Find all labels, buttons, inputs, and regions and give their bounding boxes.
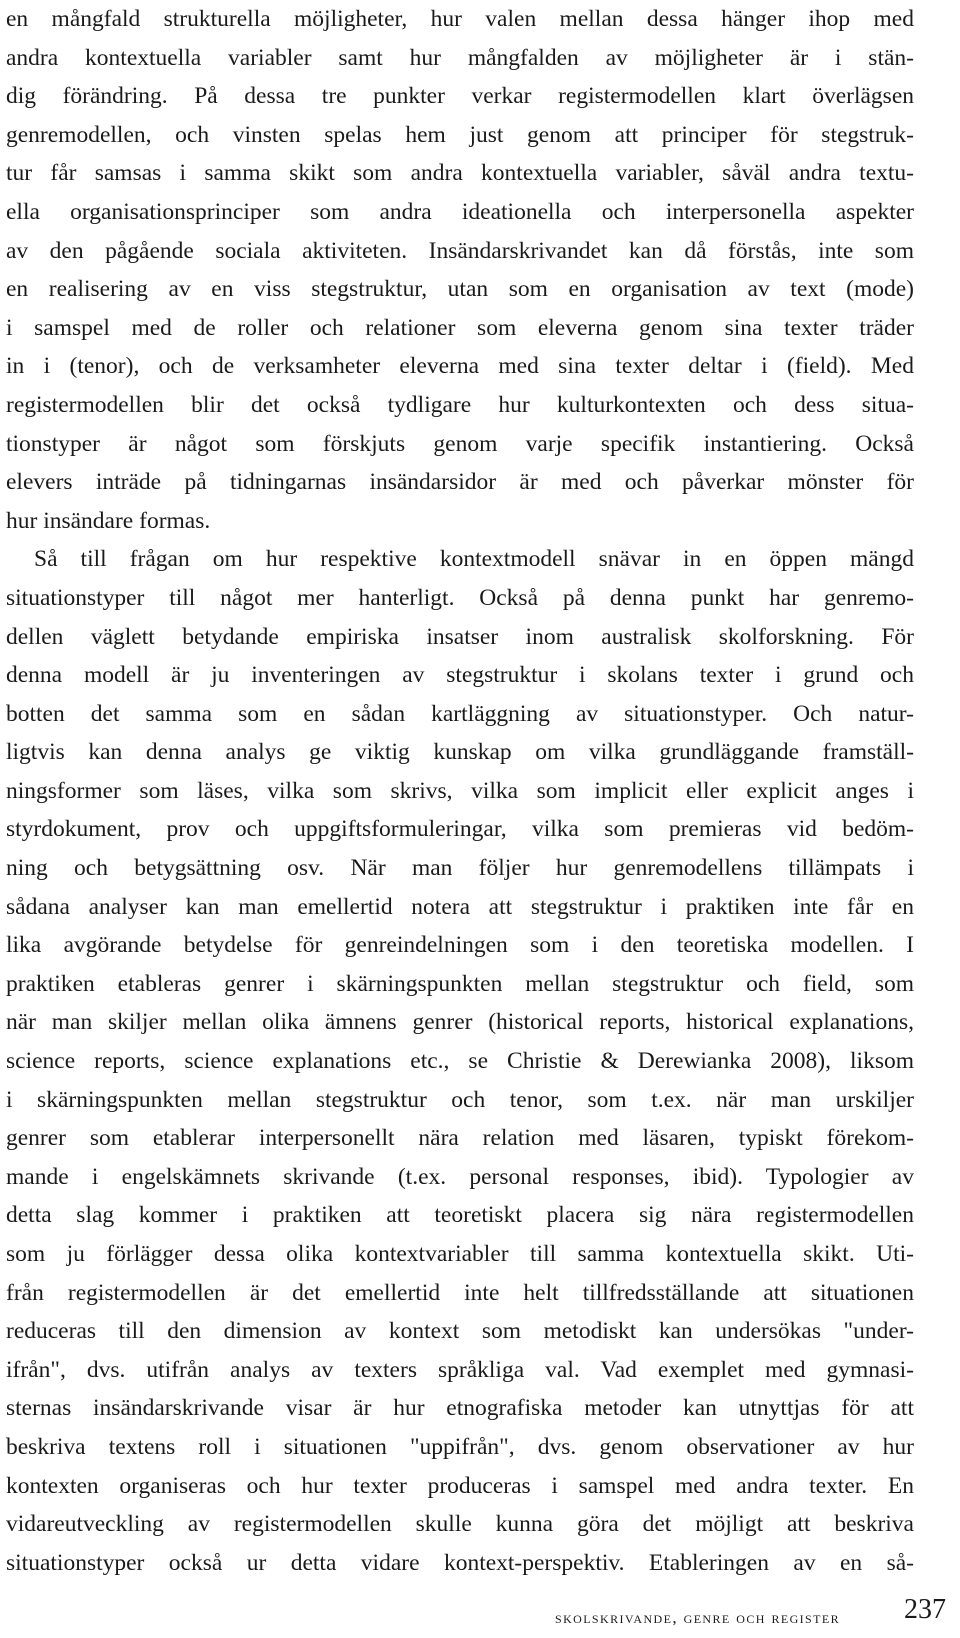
text-line: styrdokument, prov och uppgiftsformuleringar, vilka som premieras vid bedöm-: [6, 816, 914, 843]
page-number: 237: [904, 1594, 946, 1625]
text-line: en realisering av en viss stegstruktur, utan som en organisation av text (mode): [6, 276, 914, 303]
text-line: ning och betygsättning osv. När man följer hur genremodellens tillämpats i: [6, 855, 914, 882]
text-line: Så till frågan om hur respektive kontextmodell snävar in en öppen mängd: [34, 546, 914, 573]
text-line: när man skiljer mellan olika ämnens genrer (historical reports, historical explanations,: [6, 1009, 914, 1036]
text-line: ligtvis kan denna analys ge viktig kunskap om vilka grundläggande framställ-: [6, 739, 914, 766]
text-line: in i (tenor), och de verksamheter eleverna med sina texter deltar i (field). Med: [6, 353, 914, 380]
page-footer: [0, 1592, 960, 1638]
text-line: av den pågående sociala aktiviteten. Insändarskrivandet kan då förstås, inte som: [6, 237, 914, 264]
text-line: i skärningspunkten mellan stegstruktur och tenor, som t.ex. när man urskiljer: [6, 1086, 914, 1113]
text-line: som ju förlägger dessa olika kontextvariabler till samma kontextuella skikt. Uti-: [6, 1241, 914, 1267]
text-line: beskriva textens roll i situationen "uppifrån", dvs. genom observationer av hur: [6, 1433, 914, 1460]
text-line: genremodellen, och vinsten spelas hem just genom att principer för stegstruk-: [6, 121, 914, 148]
text-line: mande i engelskämnets skrivande (t.ex. personal responses, ibid). Typologier av: [6, 1163, 914, 1190]
text-line: tionstyper är något som förskjuts genom varje specifik instantiering. Också: [6, 430, 914, 457]
text-line: science reports, science explanations etc., se Christie & Derewianka 2008), liksom: [6, 1048, 914, 1075]
text-line: ella organisationsprinciper som andra ideationella och interpersonella aspekter: [6, 198, 914, 225]
text-line: ifrån", dvs. utifrån analys av texters språkliga val. Vad exemplet med gymnasi-: [6, 1356, 914, 1383]
text-line: reduceras till den dimension av kontext som metodiskt kan undersökas "under-: [6, 1318, 914, 1345]
text-line: tur får samsas i samma skikt som andra kontextuella variabler, såväl andra textu-: [6, 160, 914, 187]
running-head: skolskrivande, genre och register: [555, 1608, 840, 1627]
text-line: ningsformer som läses, vilka som skrivs, vilka som implicit eller explicit anges i: [6, 777, 914, 804]
text-line: detta slag kommer i praktiken att teoretiskt placera sig nära registermodellen: [6, 1202, 914, 1229]
text-line: lika avgörande betydelse för genreindelningen som i den teoretiska modellen. I: [6, 932, 914, 959]
text-line: situationstyper till något mer hanterligt. Också på denna punkt har genremo-: [6, 584, 914, 611]
text-line: genrer som etablerar interpersonellt nära relation med läsaren, typiskt förekom-: [6, 1125, 914, 1152]
text-line: situationstyper också ur detta vidare kontext-perspektiv. Etableringen av en så-: [6, 1549, 914, 1576]
text-line: botten det samma som en sådan kartläggning av situationstyper. Och natur-: [6, 700, 914, 727]
text-line: vidareutveckling av registermodellen skulle kunna göra det möjligt att beskriva: [6, 1511, 914, 1538]
text-line: dig förändring. På dessa tre punkter verkar registermodellen klart överlägsen: [6, 83, 914, 110]
text-line: kontexten organiseras och hur texter produceras i samspel med andra texter. En: [6, 1472, 914, 1499]
text-line: från registermodellen är det emellertid inte helt tillfredsställande att situationen: [6, 1279, 914, 1306]
text-line: en mångfald strukturella möjligheter, hur valen mellan dessa hänger ihop med: [6, 6, 914, 32]
text-line: dellen väglett betydande empiriska insatser inom australisk skolforskning. För: [6, 623, 914, 650]
text-line: praktiken etableras genrer i skärningspunkten mellan stegstruktur och field, som: [6, 970, 914, 997]
text-line: sådana analyser kan man emellertid notera att stegstruktur i praktiken inte får en: [6, 893, 914, 920]
text-line: registermodellen blir det också tydligare hur kulturkontexten och dess situa-: [6, 391, 914, 418]
body-text: [6, 0, 914, 1582]
text-line: elevers inträde på tidningarnas insändarsidor är med och påverkar mönster för: [6, 469, 914, 496]
text-line: hur insändare formas.: [6, 507, 211, 534]
text-line: i samspel med de roller och relationer som eleverna genom sina texter träder: [6, 314, 914, 341]
text-line: denna modell är ju inventeringen av stegstruktur i skolans texter i grund och: [6, 662, 914, 689]
text-line: andra kontextuella variabler samt hur mångfalden av möjligheter är i stän-: [6, 44, 914, 71]
text-line: sternas insändarskrivande visar är hur etnografiska metoder kan utnyttjas för att: [6, 1395, 914, 1422]
